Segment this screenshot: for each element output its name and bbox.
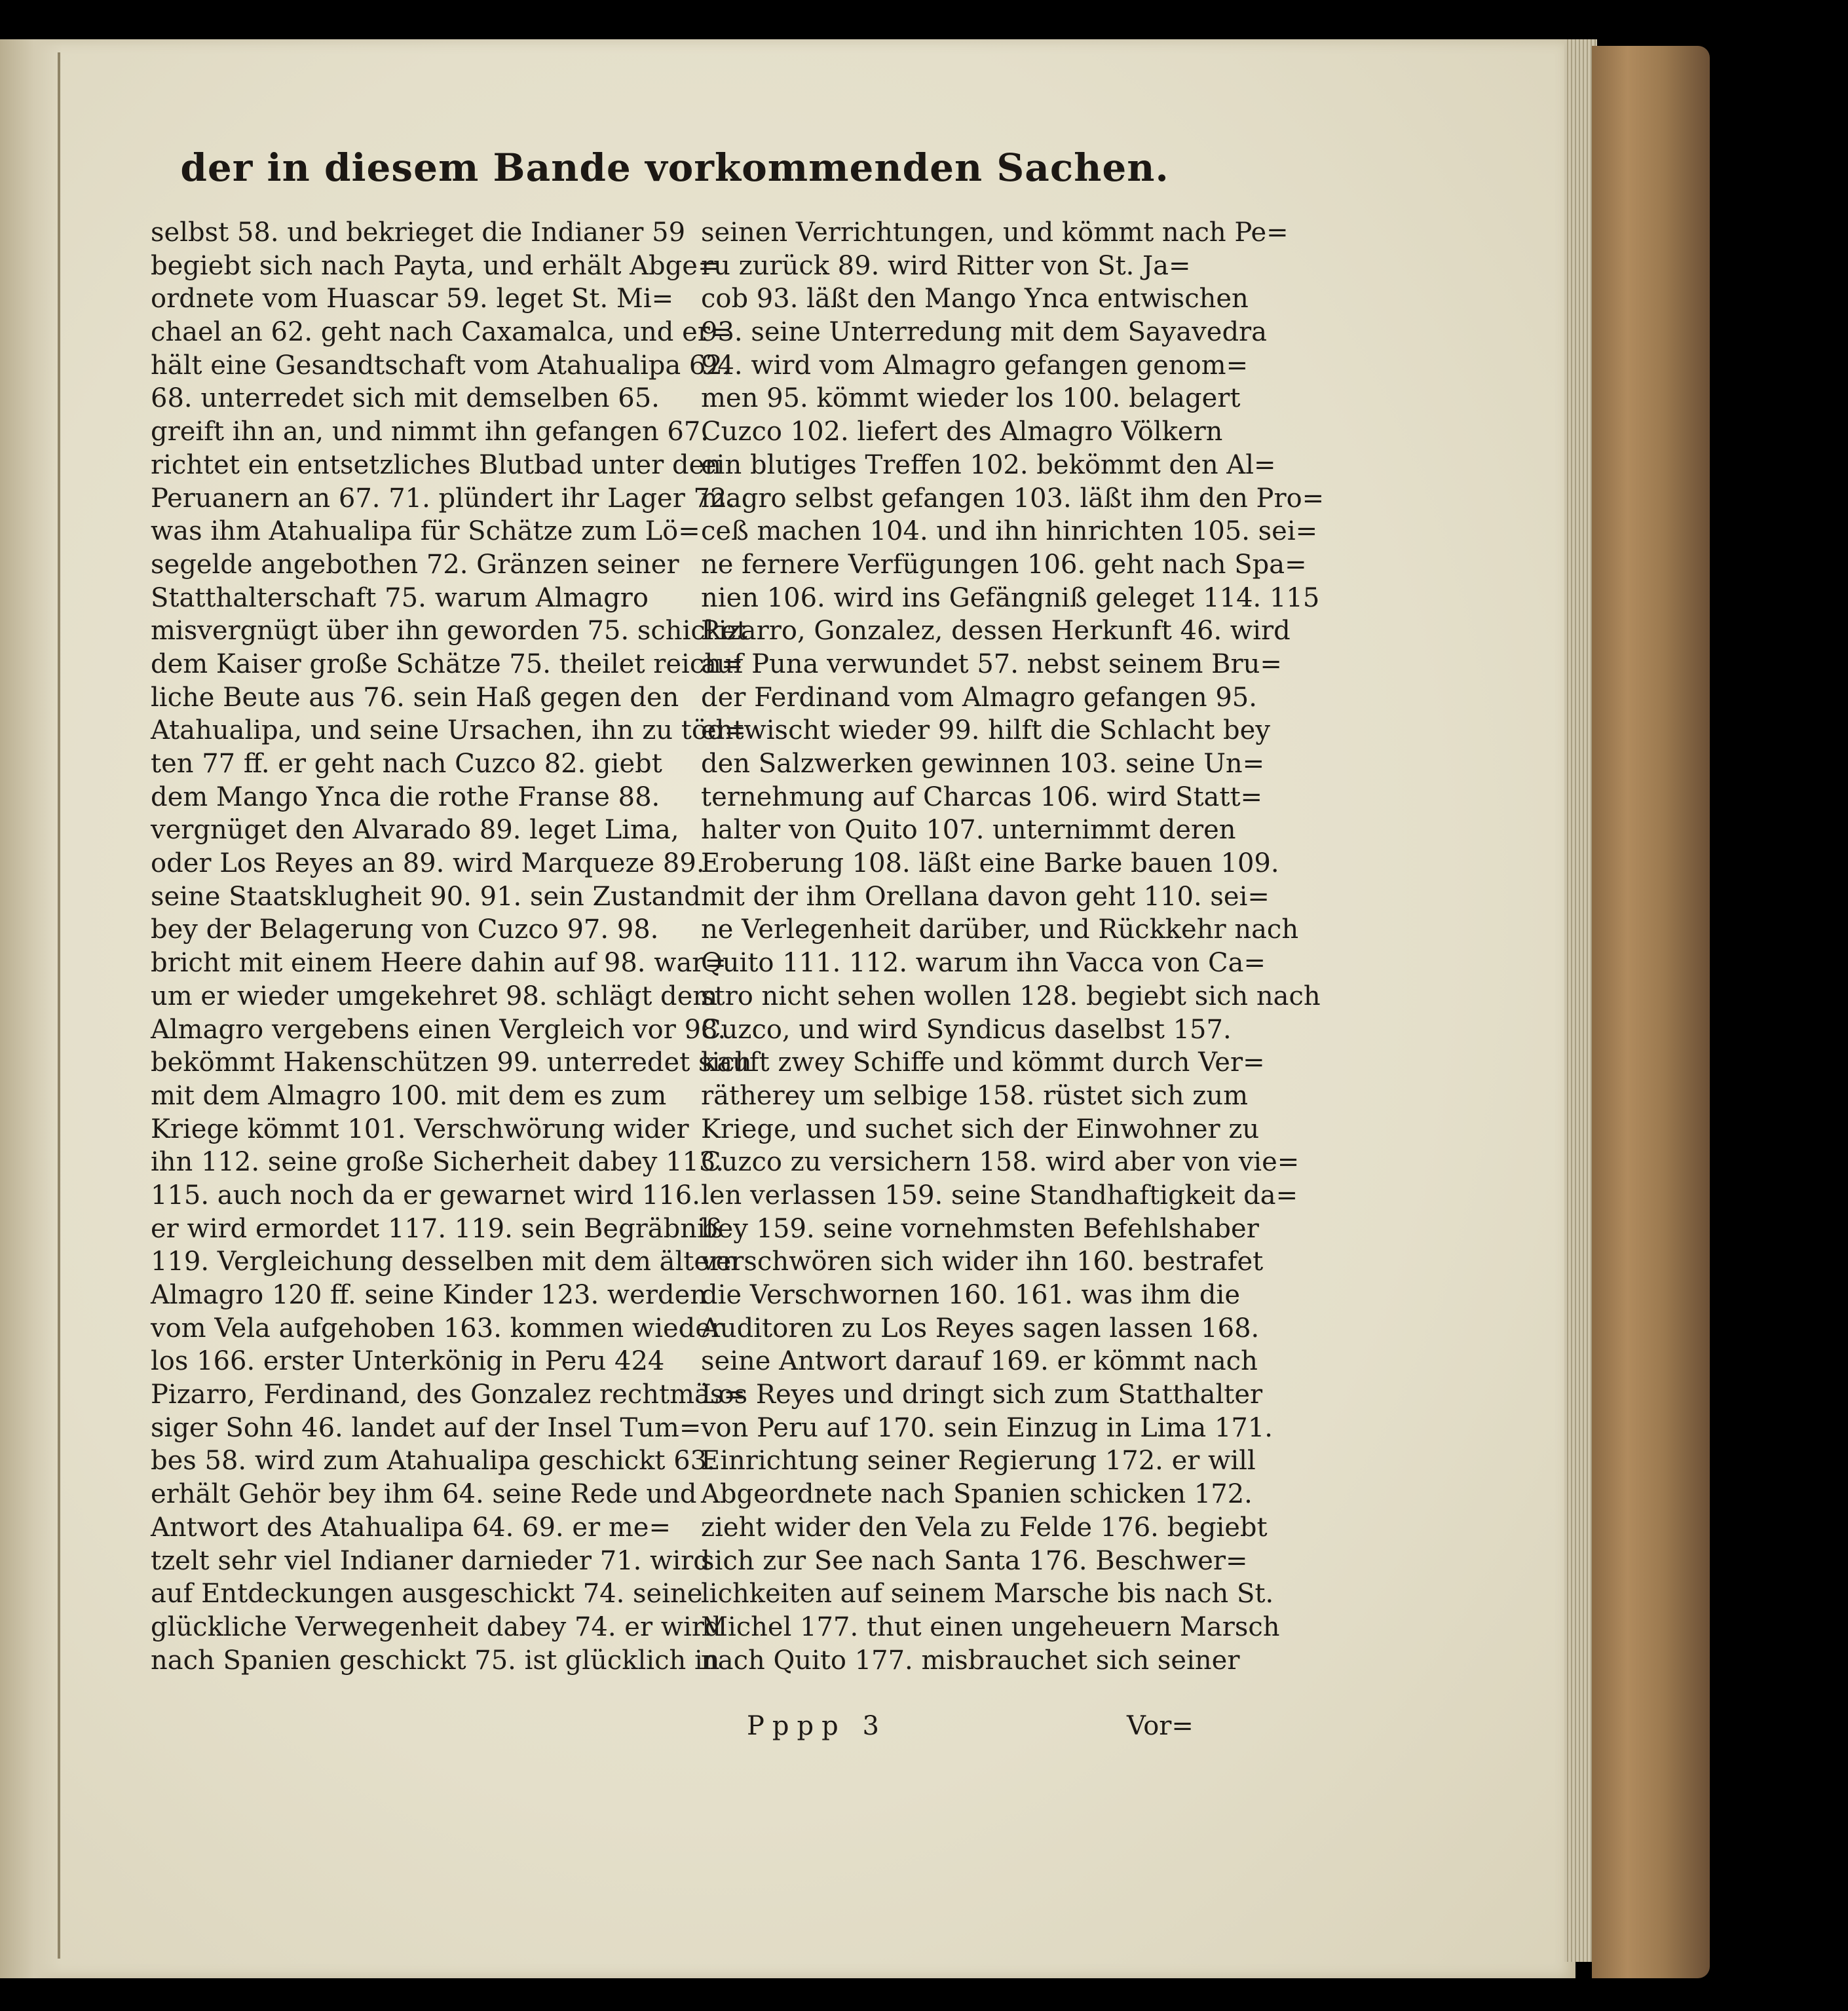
binding-gutter bbox=[0, 39, 62, 1978]
text-line: misvergnügt über ihn geworden 75. schicket bbox=[151, 616, 747, 647]
text-line: mit der ihm Orellana davon geht 110. sei= bbox=[701, 881, 1270, 912]
text-line: halter von Quito 107. unternimmt deren bbox=[701, 815, 1236, 846]
text-line: nach Quito 177. misbrauchet sich seiner bbox=[701, 1645, 1240, 1676]
text-line: cob 93. läßt den Mango Ynca entwischen bbox=[701, 284, 1249, 314]
text-line: glückliche Verwegenheit dabey 74. er wird bbox=[151, 1611, 721, 1642]
signature-mark: Pppp 3 bbox=[747, 1711, 887, 1741]
text-line: Almagro vergebens einen Vergleich vor 98. bbox=[151, 1014, 726, 1045]
text-line: auf Entdeckungen ausgeschickt 74. seine bbox=[151, 1579, 703, 1609]
text-line: vom Vela aufgehoben 163. kommen wieder bbox=[151, 1313, 724, 1344]
text-line: auf Puna verwundet 57. nebst seinem Bru= bbox=[701, 648, 1282, 679]
text-line: hält eine Gesandtschaft vom Atahualipa 62. bbox=[151, 350, 731, 381]
text-line: von Peru auf 170. sein Einzug in Lima 171. bbox=[701, 1412, 1273, 1443]
text-line: ne fernere Verfügungen 106. geht nach Spa= bbox=[701, 549, 1307, 580]
text-line: len verlassen 159. seine Standhaftigkeit da= bbox=[701, 1180, 1298, 1211]
text-line: Kriege kömmt 101. Verschwörung wider bbox=[151, 1114, 689, 1144]
text-line: Michel 177. thut einen ungeheuern Marsch bbox=[701, 1611, 1280, 1642]
text-line: dem Mango Ynca die rothe Franse 88. bbox=[151, 781, 660, 812]
text-line: mit dem Almagro 100. mit dem es zum bbox=[151, 1080, 667, 1111]
text-line: bey 159. seine vornehmsten Befehlshaber bbox=[701, 1213, 1259, 1244]
text-line: siger Sohn 46. landet auf der Insel Tum= bbox=[151, 1412, 702, 1443]
text-line: Pizarro, Ferdinand, des Gonzalez rechtmäs= bbox=[151, 1380, 745, 1410]
text-line: erhält Gehör bey ihm 64. seine Rede und bbox=[151, 1479, 697, 1510]
text-line: ternehmung auf Charcas 106. wird Statt= bbox=[701, 781, 1263, 812]
text-line: Einrichtung seiner Regierung 172. er will bbox=[701, 1446, 1256, 1476]
text-line: Abgeordnete nach Spanien schicken 172. bbox=[701, 1479, 1253, 1510]
text-line: bricht mit einem Heere dahin auf 98. war= bbox=[151, 948, 726, 979]
text-line: vergnüget den Alvarado 89. leget Lima, bbox=[151, 815, 679, 846]
text-line: ein blutiges Treffen 102. bekömmt den Al= bbox=[701, 449, 1276, 480]
text-line: Auditoren zu Los Reyes sagen lassen 168. bbox=[701, 1313, 1260, 1344]
text-line: 68. unterredet sich mit demselben 65. bbox=[151, 383, 660, 414]
text-line: er wird ermordet 117. 119. sein Begräbniß bbox=[151, 1213, 723, 1244]
text-line: richtet ein entsetzliches Blutbad unter den bbox=[151, 449, 722, 480]
text-line: Peruanern an 67. 71. plündert ihr Lager 72. bbox=[151, 483, 736, 514]
text-line: die Verschwornen 160. 161. was ihm die bbox=[701, 1280, 1240, 1310]
text-line: Quito 111. 112. warum ihn Vacca von Ca= bbox=[701, 948, 1266, 979]
text-line: ru zurück 89. wird Ritter von St. Ja= bbox=[701, 250, 1191, 281]
text-line: bekömmt Hakenschützen 99. unterredet sich bbox=[151, 1047, 752, 1078]
text-line: kauft zwey Schiffe und kömmt durch Ver= bbox=[701, 1047, 1265, 1078]
text-line: ordnete vom Huascar 59. leget St. Mi= bbox=[151, 284, 674, 314]
text-line: ihn 112. seine große Sicherheit dabey 113. bbox=[151, 1147, 725, 1178]
text-line: sich zur See nach Santa 176. Beschwer= bbox=[701, 1545, 1248, 1576]
text-line: um er wieder umgekehret 98. schlägt dem bbox=[151, 981, 718, 1011]
text-line: Atahualipa, und seine Ursachen, ihn zu töd= bbox=[151, 715, 747, 746]
text-line: was ihm Atahualipa für Schätze zum Lö= bbox=[151, 516, 700, 547]
text-line: magro selbst gefangen 103. läßt ihm den Pro= bbox=[701, 483, 1325, 514]
text-line: 93. seine Unterredung mit dem Sayavedra bbox=[701, 317, 1268, 348]
text-line: seine Antwort darauf 169. er kömmt nach bbox=[701, 1346, 1258, 1377]
text-line: verschwören sich wider ihn 160. bestrafet bbox=[701, 1247, 1264, 1277]
text-line: chael an 62. geht nach Caxamalca, und er= bbox=[151, 317, 732, 348]
text-line: seine Staatsklugheit 90. 91. sein Zustand bbox=[151, 881, 701, 912]
text-line: 119. Vergleichung desselben mit dem ältern bbox=[151, 1247, 739, 1277]
running-header: der in diesem Bande vorkommenden Sachen. bbox=[180, 145, 1169, 190]
text-line: Statthalterschaft 75. warum Almagro bbox=[151, 582, 649, 613]
text-line: ten 77 ff. er geht nach Cuzco 82. giebt bbox=[151, 749, 662, 779]
text-line: oder Los Reyes an 89. wird Marqueze 89. bbox=[151, 848, 705, 879]
text-line: begiebt sich nach Payta, und erhält Abge= bbox=[151, 250, 720, 281]
text-line: zieht wider den Vela zu Felde 176. begiebt bbox=[701, 1512, 1268, 1543]
text-line: stro nicht sehen wollen 128. begiebt sich nach bbox=[701, 981, 1321, 1011]
left-column bbox=[151, 216, 752, 1677]
text-line: entwischt wieder 99. hilft die Schlacht bey bbox=[701, 715, 1270, 746]
right-column bbox=[701, 216, 1325, 1677]
text-line: bes 58. wird zum Atahualipa geschickt 63. bbox=[151, 1446, 715, 1476]
text-line: bey der Belagerung von Cuzco 97. 98. bbox=[151, 914, 659, 945]
text-line: 115. auch noch da er gewarnet wird 116. bbox=[151, 1180, 700, 1211]
text-line: nien 106. wird ins Gefängniß geleget 114. 115 bbox=[701, 582, 1320, 613]
text-line: seinen Verrichtungen, und kömmt nach Pe= bbox=[701, 217, 1289, 248]
text-line: Cuzco 102. liefert des Almagro Völkern bbox=[701, 417, 1223, 447]
text-line: nach Spanien geschickt 75. ist glücklich in bbox=[151, 1645, 720, 1676]
book-cover bbox=[1592, 46, 1710, 1978]
text-line: dem Kaiser große Schätze 75. theilet reich= bbox=[151, 648, 744, 679]
text-line: selbst 58. und bekrieget die Indianer 59 bbox=[151, 217, 686, 248]
gutter-edge bbox=[58, 52, 60, 1959]
text-line: Kriege, und suchet sich der Einwohner zu bbox=[701, 1114, 1260, 1144]
text-line: tzelt sehr viel Indianer darnieder 71. wird bbox=[151, 1545, 710, 1576]
text-line: lichkeiten auf seinem Marsche bis nach St. bbox=[701, 1579, 1274, 1609]
text-line: greift ihn an, und nimmt ihn gefangen 67. bbox=[151, 417, 709, 447]
text-line: Los Reyes und dringt sich zum Statthalter bbox=[701, 1380, 1263, 1410]
text-line: ceß machen 104. und ihn hinrichten 105. sei= bbox=[701, 516, 1318, 547]
text-line: segelde angebothen 72. Gränzen seiner bbox=[151, 549, 679, 580]
text-line: los 166. erster Unterkönig in Peru 424 bbox=[151, 1346, 665, 1377]
text-line: den Salzwerken gewinnen 103. seine Un= bbox=[701, 749, 1265, 779]
text-line: Almagro 120 ff. seine Kinder 123. werden bbox=[151, 1280, 707, 1310]
text-line: men 95. kömmt wieder los 100. belagert bbox=[701, 383, 1241, 414]
text-line: Antwort des Atahualipa 64. 69. er me= bbox=[151, 1512, 671, 1543]
text-line: ne Verlegenheit darüber, und Rückkehr nach bbox=[701, 914, 1299, 945]
text-line: der Ferdinand vom Almagro gefangen 95. bbox=[701, 682, 1257, 713]
text-line: rätherey um selbige 158. rüstet sich zum bbox=[701, 1080, 1249, 1111]
text-line: 94. wird vom Almagro gefangen genom= bbox=[701, 350, 1249, 381]
text-line: Cuzco, und wird Syndicus daselbst 157. bbox=[701, 1014, 1232, 1045]
text-line: Eroberung 108. läßt eine Barke bauen 109. bbox=[701, 848, 1279, 879]
catchword: Vor= bbox=[1127, 1711, 1194, 1741]
text-line: Pizarro, Gonzalez, dessen Herkunft 46. wird bbox=[701, 616, 1291, 647]
text-line: Cuzco zu versichern 158. wird aber von vie= bbox=[701, 1147, 1300, 1178]
text-line: liche Beute aus 76. sein Haß gegen den bbox=[151, 682, 679, 713]
